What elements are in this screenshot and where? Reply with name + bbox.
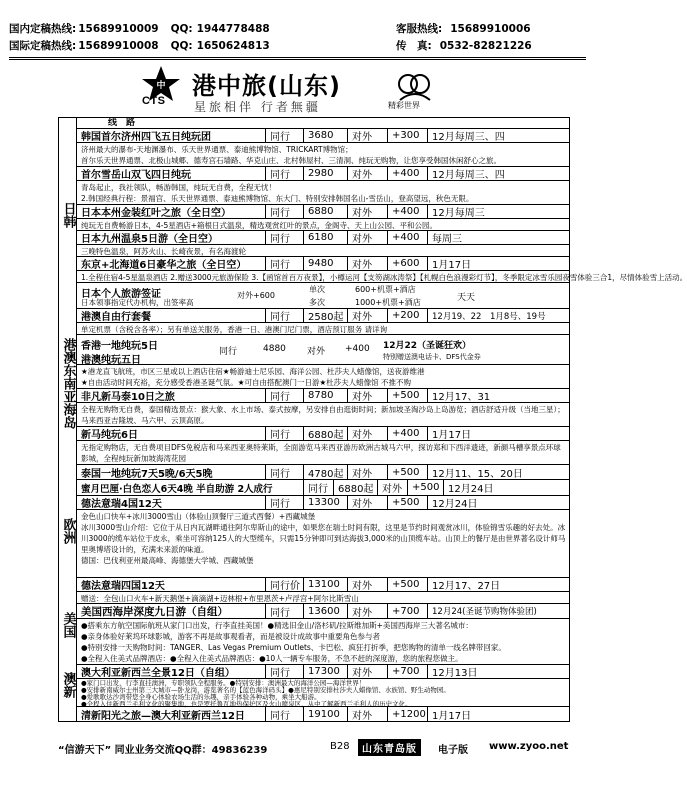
desc-line: ●家门口出发，行李直挂澳洲，专职领队全程服务。●特别安排：澳洲最大的海洋公园—海洋世界！ [81,679,366,687]
retail-price: +500 [387,578,427,591]
peer-price: 13100 [303,578,347,591]
retail-label: 对外 [347,604,387,618]
peer-price: 13600 [303,604,347,618]
route-name-alt: 港澳纯玩五日 [81,355,141,366]
retail-price: +1200 [387,707,427,722]
route-row [77,335,570,365]
departure-dates: 12月17、27日 [427,578,570,591]
service-hotline [396,21,532,38]
departure-dates: 12月19、22 1月8号、19号 [427,309,570,322]
peer-label: 同行 [265,129,303,142]
peer-label: 同行 [303,480,333,495]
route-name: 澳大利亚新西兰全景12日（自组） [81,668,235,679]
retail-label: 对外 [307,347,326,357]
peer-price: 2980 [303,167,347,180]
desc-line: ●全程入住美式品牌酒店：●全程入住美式品牌酒店：●10人一辆专车服务，不急不赶的深度游，您的旅程您做主。 [81,654,463,663]
visa-subtitle: 日本领事指定代办机构，出签率高 [81,298,194,307]
departure-dates: 12月11、15、20日 [427,465,570,479]
desc-line: ★自由活动时间充裕，充分感受香港圣诞气氛。★可自由搭配澳门一日游★杜莎夫人蜡像馆 不推不购 [81,378,412,387]
brand-slogan: 星旅相伴 行者無疆 [194,100,321,114]
route-description: 赠送：全包山口火车+新天鹅堡+滴滴湖+迈林根+布里恩茨+卢浮宫+阿尔比斯雪山 [77,592,570,604]
route-row [77,205,570,219]
international-qq [171,38,270,55]
route-description: 全程无购物无自费，泰国精选景点：猴大象、水上市场、泰式按摩，另安排自由逛街时间；新加坡圣淘沙岛上岛游览；酒店舒适升级（当地三星）；马来西亚吉隆坡、马六甲、云顶高原。 [77,403,570,427]
peer-label: 同行 [265,427,303,440]
retail-label: 对外 [347,427,387,440]
retail-price: +400 [387,427,427,440]
peer-label: 同行价 [265,578,303,591]
peer-label: 同行 [265,309,303,322]
route-name: 韩国首尔济州四飞五日纯玩团 [81,132,211,143]
visa-single-label: 单次 [309,285,325,294]
retail-label: 对外 [347,309,387,322]
peer-price: 2580起 [303,309,347,322]
route-row [77,309,570,323]
peer-label: 同行 [265,707,303,722]
route-row [77,257,570,271]
departure-dates: 12月24日 [427,496,570,509]
retail-price: +400 [387,205,427,218]
svg-text:中: 中 [156,81,166,91]
domestic-qq-label: QQ: [170,23,193,35]
retail-label: 对外 [347,167,387,180]
departure-dates: 12月每周三 [427,205,570,218]
route-row [77,167,570,181]
website-url[interactable]: www.zyoo.net [489,741,569,752]
peer-label: 同行 [265,496,303,509]
peer-price: 17300 [303,665,347,678]
region-usa-text: 美国 [60,612,76,638]
retail-price: +200 [387,309,427,322]
route-description [77,181,570,205]
international-qq-number: 1650624813 [196,40,270,52]
service-hotline-phone: 15689910006 [450,23,531,35]
route-name: 首尔雪岳山双飞四日纯玩 [81,170,191,181]
desc-line: 2.韩国经典行程：景福宫、乐天世界通票、泰迪熊博物馆、东大门、特别安排韩国名山-雪岳山，登高望远，秋色无限。 [81,194,474,203]
desc-line: 德国：巴伐利亚州最高峰、海德堡大学城、西藏城堡 [81,556,254,565]
route-description [77,619,570,665]
route-name: 日本九州温泉5日游（全日空） [81,234,218,245]
visa-multi-value: 1000+机票+酒店 [355,298,421,307]
desc-line: 济州最大的瀑布-天地渊瀑布、乐天世界通票、泰迪熊博物馆、TRICKART博物馆； [81,145,353,154]
fax-label: 传 真: [396,40,432,52]
desc-line: ●全程入住新西兰毛利文化的聚集地，也是罗托鲁瓦地热保护区及火山喷泉区，从中了解新西兰毛利人的历史文化。 [81,700,412,708]
route-name: 泰国一地纯玩7天5晚/6天5晚 [81,468,213,480]
route-row [77,707,570,722]
peer-price: 3680 [303,129,347,142]
route-description: 无指定购物店，无自费项目DFS免税店和马来西亚奥特莱斯，全面游览马来西亚游历欧洲古城马六甲，探访郑和下西洋遗迹，新颜马槽享景点环球影城，全程纯玩新加坡海湾花园 [77,441,570,465]
route-row [77,465,570,480]
retail-price: +700 [387,604,427,618]
departure-dates: 12月24(圣诞节购物体验团) [427,604,570,618]
region-usa [58,612,77,643]
departure-dates: 1月17日 [427,707,570,722]
desc-line: 青岛起止，我社领队，畅游韩国，纯玩无自费，全程无忧！ [81,183,276,192]
route-row [77,427,570,441]
retail-label: 对外 [347,665,387,678]
region-hk-macau-sea-text: 港澳东南亚海岛 [60,338,76,429]
region-korea-japan-text: 日韩 [60,202,76,228]
retail-label: 对外 [347,257,387,270]
peer-label: 同行 [265,465,303,479]
retail-label: 对外 [347,231,387,244]
retail-price: +500 [407,480,443,495]
retail-price: +400 [345,344,370,354]
route-name: 新马纯玩6日 [81,430,138,441]
route-row [77,389,570,403]
departure-dates: 12月22（圣诞狂欢） [383,341,472,351]
route-row [77,665,570,679]
page-number: B28 [330,741,350,752]
region-korea-japan [58,202,77,233]
visa-row [77,283,570,309]
visa-dates: 天天 [457,293,476,303]
peer-price: 4780起 [303,465,347,479]
header-divider-secondary [9,59,586,60]
peer-label: 同行 [219,347,238,357]
retail-label: 对外 [377,480,407,495]
region-aus-nz-text: 澳新 [60,672,76,698]
peer-price: 6880 [303,205,347,218]
brand-cts: CTS [142,95,166,107]
route-row [77,496,570,510]
route-description [77,365,570,389]
peer-price: 6880起 [303,427,347,440]
region-hk-macau-sea [58,338,77,434]
retail-label: 对外 [347,205,387,218]
retail-price: +600 [387,257,427,270]
retail-price: +500 [387,389,427,402]
desc-line: ●亲身体验好莱坞环球影城，游客不再是故事观看者，而是被设计成故事中重要角色参与者 [81,632,381,641]
retail-price: +500 [387,496,427,509]
visa-single-value: 600+机票+酒店 [355,285,416,294]
desc-line: ●爱歌歌达沙湾带您全身心体验农场生活的乐趣，亲手体验各种动物，乘坐大船游。 [81,693,321,701]
departure-dates: 每周三 [427,231,570,244]
international-qq-label: QQ: [170,40,193,52]
route-name: 德法意瑞4国12天 [81,499,162,510]
departure-dates: 12月每周三、四 [427,129,570,142]
international-hotline-label: 国际定稿热线: [9,40,77,52]
desc-line: 首尔乐天世界通票、北极山城郷、德寿宫石墙路、华克山庄、北村韩屋村、三清洞、纯玩无购物，让您享受韩国休闲舒心之旅。 [81,156,501,165]
retail-price: +700 [387,665,427,678]
route-name: 港澳自由行套餐 [81,312,151,323]
retail-label: 对外 [347,496,387,509]
route-description: 1.全程住宿4-5星温泉酒店 2.赠送3000元旅游保险 3.【函馆首百万夜景】，小樽运河【支笏湖冰涛祭】【札幌白色浪漫彩灯节】，冬季限定冰雪乐园夜雪体验三合1，尽情体验雪上活动。 [77,271,570,283]
route-description [77,510,570,578]
domestic-qq-number: 1944778488 [196,23,270,35]
departure-dates: 12月24日 [443,480,570,495]
international-hotline-phone: 15689910008 [78,40,159,52]
retail-label: 对外 [347,578,387,591]
e-edition-label: 电子版 [438,745,468,756]
route-row [77,231,570,245]
region-aus-nz [58,672,77,703]
peer-price: 13300 [303,496,347,509]
footer-qq-group: “信游天下” 同业业务交流QQ群：49836239 [58,745,268,756]
table-header: 线 路 [77,117,570,129]
fax-number: 0532-82821226 [439,40,532,52]
desc-line: ●搭乘东方航空国际航班从家门口出发，行李直挂美国！●精选旧金山/洛杉矶/拉斯维加斯+美国西海岸三大著名城市： [81,621,473,630]
edition-badge: 山东青岛版 [358,739,421,756]
peer-label: 同行 [265,231,303,244]
domestic-hotline-label: 国内定稿热线: [9,23,77,35]
peer-label: 同行 [265,205,303,218]
departure-dates: 1月17日 [427,427,570,440]
region-europe [58,518,77,549]
route-row [77,604,570,619]
hotline-block-right [396,21,532,55]
retail-label: 对外 [347,465,387,479]
visa-title: 日本个人旅游签证 [81,289,161,300]
domestic-hotline [9,21,270,38]
retail-label: 对外 [347,129,387,142]
visa-price: 对外+600 [237,291,275,300]
route-description: 三晚特色温泉，阿苏火山、长崎夜景，有名海渡轮 [77,245,570,257]
route-row [77,578,570,592]
route-name: 德法意瑞四国12天 [81,581,165,592]
route-name: 东京+北海道6日豪华之旅（全日空） [81,260,247,271]
route-row [77,129,570,143]
departure-dates: 12月每周三、四 [427,167,570,180]
departure-dates: 1月17日 [427,257,570,270]
retail-price: +400 [387,167,427,180]
domestic-hotline-phone: 15689910009 [78,23,159,35]
peer-price: 19100 [303,707,347,722]
route-name: 蜜月巴厘·白色恋人6天4晚 半自助游 2人成行 [81,483,273,495]
retail-price: +500 [387,465,427,479]
retail-price: +300 [387,129,427,142]
route-note: 特别赠送澳电话卡、DFS代金券 [383,353,481,361]
route-description: 纯玩无自费畅游日本，4-5星酒店+箱根日式温泉，精选观赏红叶的景点，金阁寺、天上山公园、平和公园。 [77,219,570,231]
fax-line [396,38,532,55]
page-footer [58,741,570,757]
desc-line: 冰川3000雪山介绍：它位于从日内瓦湖畔通往阿尔卑斯山的途中，如果您在瑞士时间有限，这里是节约时间观赏冰川，体验锦雪乐趣的好去处。冰川3000的缆车站位于皮永，乘坐可容纳125人的大型缆车，只需15分钟即可到达海拔3,000米的山顶缆车站。山顶上的餐厅是由世界著名设计师马里奥博塔设计的，充满未来派的味道。 [81,523,566,554]
service-hotline-label: 客服热线: [396,23,443,35]
route-description: 单定机票（含税含各率）；另有单送关服务，香港一日、港澳门尼门票，酒店预订服务 请详询 [77,323,570,335]
peer-label: 同行 [265,665,303,678]
peer-price: 6180 [303,231,347,244]
route-row [77,480,570,496]
departure-dates: 12月13日 [427,665,570,678]
partner-name: 精彩世界 [388,101,420,110]
desc-line: ★港龙直飞航班，市区三星或以上酒店住宿★畅游迪士尼乐园、海洋公园、杜莎夫人蜡像馆，送夜游维港 [81,367,425,376]
route-description [77,143,570,167]
peer-price: 8780 [303,389,347,402]
peer-label: 同行 [265,257,303,270]
peer-price: 9480 [303,257,347,270]
retail-label: 对外 [347,389,387,402]
domestic-qq [171,21,270,38]
brand-name: 港中旅(山东) [192,72,341,100]
peer-label: 同行 [265,389,303,402]
hotline-block-left [9,21,270,55]
route-name: 香港一地纯玩5日 [81,341,158,352]
region-europe-text: 欧洲 [60,518,76,544]
route-name: 美国西海岸深度九日游（自组） [81,605,228,618]
peer-label: 同行 [265,604,303,618]
visa-multi-label: 多次 [309,298,325,307]
desc-line: ●安排新南威尔士州第三大城市—卧龙岗，游览著名的【蓝色海洋码头】●惠尼特别安排杜莎夫人蜡像馆、水族馆、野生动物园。 [81,686,450,694]
retail-price: +400 [387,231,427,244]
retail-label: 对外 [347,707,387,722]
route-name: 非凡新马泰10日之旅 [81,392,175,403]
departure-dates: 12月17、31 [427,389,570,402]
peer-price: 4880 [263,344,286,354]
desc-line: 金色山口快车+冰川3000雪山（体验山顶餐厅三道式西餐）+西藏城堡 [81,512,316,521]
header-divider [9,57,586,58]
peer-label: 同行 [265,167,303,180]
peer-price: 6880起 [333,480,377,495]
route-name: 清新阳光之旅—澳大利亚新西兰12日 [81,711,245,722]
desc-line: ●特别安排一天购物时间：TANGER、Las Vegas Premium Outlets、卡巴松、疯狂打折季，把您购物的清单一线名牌带回家。 [81,643,506,652]
international-hotline [9,38,270,55]
route-name: 日本本州金装红叶之旅（全日空） [81,208,231,219]
route-description [77,679,570,707]
